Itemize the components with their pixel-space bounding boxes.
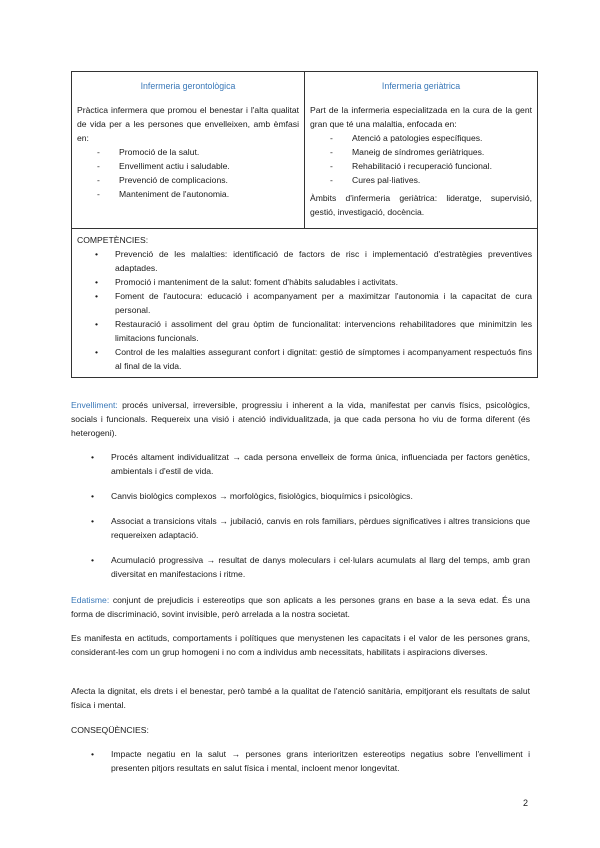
competencies-list xyxy=(77,247,532,373)
edatisme-text: conjunt de prejudicis i estereotips que son aplicats a les persones grans en base a la seva edat. És una forma de discriminació, sovint invisible, però arrelada a la nostra societat. xyxy=(71,595,530,619)
list-item: • Associat a transicions vitals → jubilació, canvis en rols familiars, pèrdues significatives i altres transicions que requereixen adaptació. xyxy=(71,514,530,542)
list-item: - Atenció a patologies específiques. xyxy=(330,131,532,145)
list-item: - Promoció de la salut. xyxy=(97,145,299,159)
list-item: • Canvis biològics complexos → morfològics, fisiològics, bioquímics i psicològics. xyxy=(71,489,530,503)
envelliment-text: procés universal, irreversible, progressiu i inherent a la vida, manifestat per canvis físics, psicològics, socials i funcionals. Requereix una visió i atenció individualitzada, ja que cada persona ho viu de forma diferent (és heterogeni). xyxy=(71,400,530,438)
gerontological-list xyxy=(77,145,299,201)
gerontological-title: Infermeria gerontològica xyxy=(140,81,236,91)
list-item: - Prevenció de complicacions. xyxy=(97,173,299,187)
list-item: • Promoció i manteniment de la salut: foment d'hàbits saludables i activitats. xyxy=(93,275,532,289)
envelliment-term: Envelliment: xyxy=(71,400,118,410)
edatisme-paragraph-2: Es manifesta en actituds, comportaments i polítiques que menystenen les capacitats i el valor de les persones grans, considerant-les com un grup homogeni i no com a individus amb necessitats, habilitats i aspiracions diverses. xyxy=(71,633,530,657)
table-row xyxy=(72,229,538,378)
gerontological-cell xyxy=(72,72,305,229)
list-item: • Prevenció de les malalties: identificació de factors de risc i implementació d'estratègies preventives adaptades. xyxy=(93,247,532,275)
list-item: - Maneig de síndromes geriàtriques. xyxy=(330,145,532,159)
geriatric-intro: Part de la infermeria especialitzada en la cura de la gent gran que té una malaltia, enfocada en: xyxy=(310,105,532,129)
envelliment-definition xyxy=(71,398,530,440)
list-item: • Acumulació progressiva → resultat de danys moleculars i cel·lulars acumulats al llarg del temps, amb gran diversitat en manifestacions i ritme. xyxy=(71,553,530,581)
list-item: • Control de les malalties assegurant confort i dignitat: gestió de símptomes i acompanyament respectuós fins al final de la vida. xyxy=(93,345,532,373)
competencies-cell xyxy=(72,229,538,378)
gerontological-intro: Pràctica infermera que promou el benestar i l'alta qualitat de vida per a les persones que envelleixen, amb èmfasi en: xyxy=(77,105,299,143)
consequences-title: CONSEQÜÈNCIES: xyxy=(71,725,149,735)
consequences-list xyxy=(71,747,530,775)
edatisme-paragraph-3: Afecta la dignitat, els drets i el benestar, però també a la qualitat de l'atenció sanitària, empitjorant els resultats de salut física i mental. xyxy=(71,686,530,710)
envelliment-list xyxy=(71,450,530,581)
table-row xyxy=(72,72,538,229)
competencies-title: COMPETÈNCIES: xyxy=(77,235,149,245)
edatisme-definition xyxy=(71,593,530,621)
page-number: 2 xyxy=(522,798,528,808)
list-item: • Restauració i assoliment del grau òptim de funcionalitat: intervencions rehabilitadores que minimitzin les limitacions funcionals. xyxy=(93,317,532,345)
list-item: - Manteniment de l'autonomia. xyxy=(97,187,299,201)
list-item: - Cures pal·liatives. xyxy=(330,173,532,187)
nursing-comparison-table xyxy=(71,71,538,378)
geriatric-cell xyxy=(305,72,538,229)
list-item: • Impacte negatiu en la salut → persones grans interioritzen estereotips negatius sobre l'envelliment i presenten pitjors resultats en salut física i mental, incloent menor longevitat. xyxy=(71,747,530,775)
list-item: • Foment de l'autocura: educació i acompanyament per a maximitzar l'autonomia i la capacitat de cura personal. xyxy=(93,289,532,317)
geriatric-areas: Àmbits d'infermeria geriàtrica: lideratge, supervisió, gestió, investigació, docència. xyxy=(310,193,532,217)
list-item: - Envelliment actiu i saludable. xyxy=(97,159,299,173)
geriatric-title: Infermeria geriàtrica xyxy=(381,81,461,91)
geriatric-list xyxy=(310,131,532,187)
list-item: • Procés altament individualitzat → cada persona envelleix de forma única, influenciada per factors genètics, ambientals i d'estil de vida. xyxy=(71,450,530,478)
edatisme-term: Edatisme: xyxy=(71,595,110,605)
list-item: - Rehabilitació i recuperació funcional. xyxy=(330,159,532,173)
